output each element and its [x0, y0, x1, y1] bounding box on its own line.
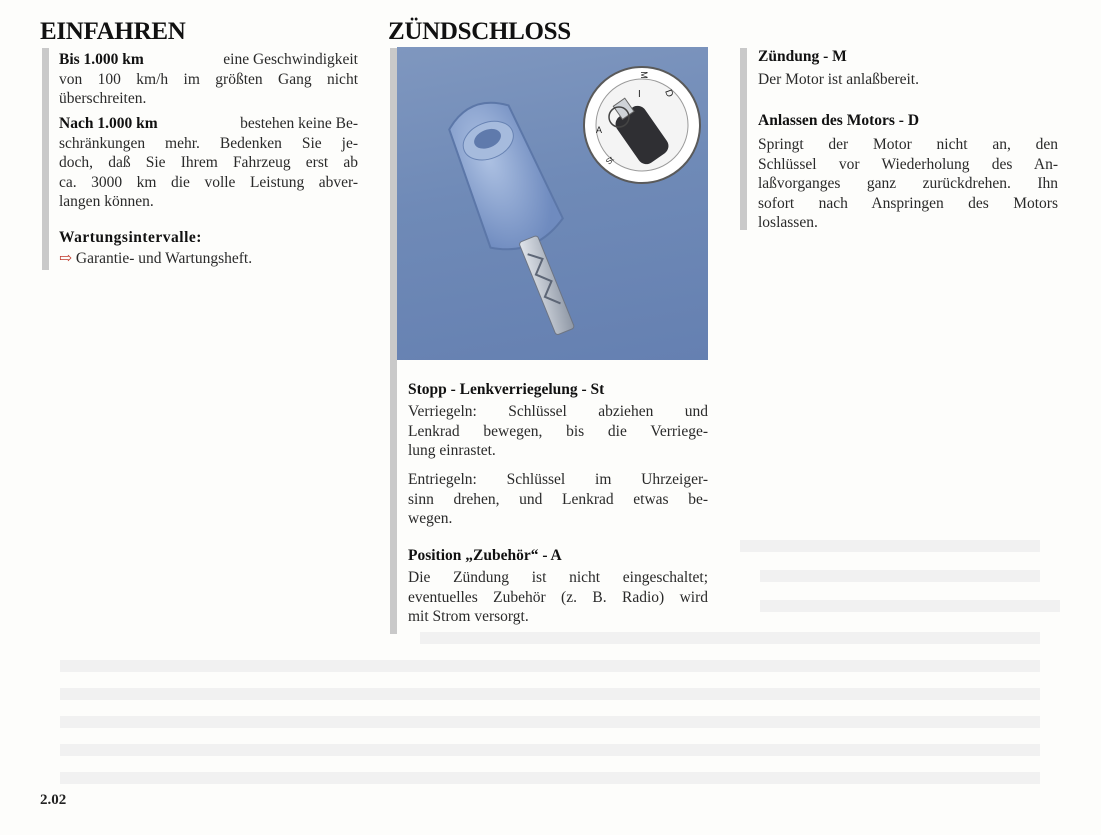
dial-label-a: A	[596, 125, 603, 135]
heading-stopp-lenkverriegelung: Stopp - Lenkverriegelung - St	[408, 381, 605, 398]
paragraph-zuendung: Der Motor ist anlaßbereit.	[758, 71, 919, 88]
arrow-right-icon: ⇨	[59, 250, 72, 267]
ignition-key-photo	[397, 47, 708, 360]
dial-label-i: I	[638, 89, 641, 100]
paragraph-zubehoer: Die Zündung ist nicht eingeschaltet; eventuelles Zubehör (z. B. Radio) wird mit Strom versorgt.	[408, 569, 708, 626]
heading-anlassen: Anlassen des Motors - D	[758, 112, 920, 129]
maintenance-reference: ⇨ Garantie- und Wartungsheft.	[59, 250, 253, 267]
right-margin-bar	[740, 48, 747, 230]
middle-margin-bar	[390, 48, 397, 634]
heading-zuendung: Zündung - M	[758, 48, 847, 65]
heading-position-zubehoer: Position „Zubehör“ - A	[408, 547, 562, 564]
paragraph-anlassen: Springt der Motor nicht an, den Schlüssel vor Wiederholung des An- laßvorganges ganz zurückdrehen. Ihn sofort nach Anspringen des Motors loslassen.	[758, 136, 1058, 232]
heading-wartungsintervalle: Wartungsintervalle:	[59, 229, 202, 246]
dial-label-m: M	[639, 71, 649, 79]
dial-label-st: St	[604, 154, 616, 167]
dial-label-d: D	[662, 88, 675, 99]
paragraph-nach-1000km: Nach 1.000 km bestehen keine Be- schränkungen mehr. Bedenken Sie je- doch, daß Sie Ihrem Fahrzeug erst ab ca. 3000 km die volle Leistung abver- langen können.	[59, 115, 358, 211]
paragraph-bis-1000km: Bis 1.000 km eine Geschwindigkeit von 100 km/h im größten Gang nicht überschreiten.	[59, 51, 358, 108]
key-illustration	[397, 47, 708, 360]
paragraph-verriegeln: Verriegeln: Schlüssel abziehen und Lenkrad bewegen, bis die Verriege- lung einrastet.	[408, 403, 708, 460]
page-number: 2.02	[40, 792, 67, 808]
left-margin-bar	[42, 48, 49, 270]
section-title-zuendschloss: ZÜNDSCHLOSS	[388, 18, 571, 45]
section-title-einfahren: EINFAHREN	[40, 18, 186, 45]
paragraph-entriegeln: Entriegeln: Schlüssel im Uhrzeiger- sinn drehen, und Lenkrad etwas be- wegen.	[408, 471, 708, 528]
